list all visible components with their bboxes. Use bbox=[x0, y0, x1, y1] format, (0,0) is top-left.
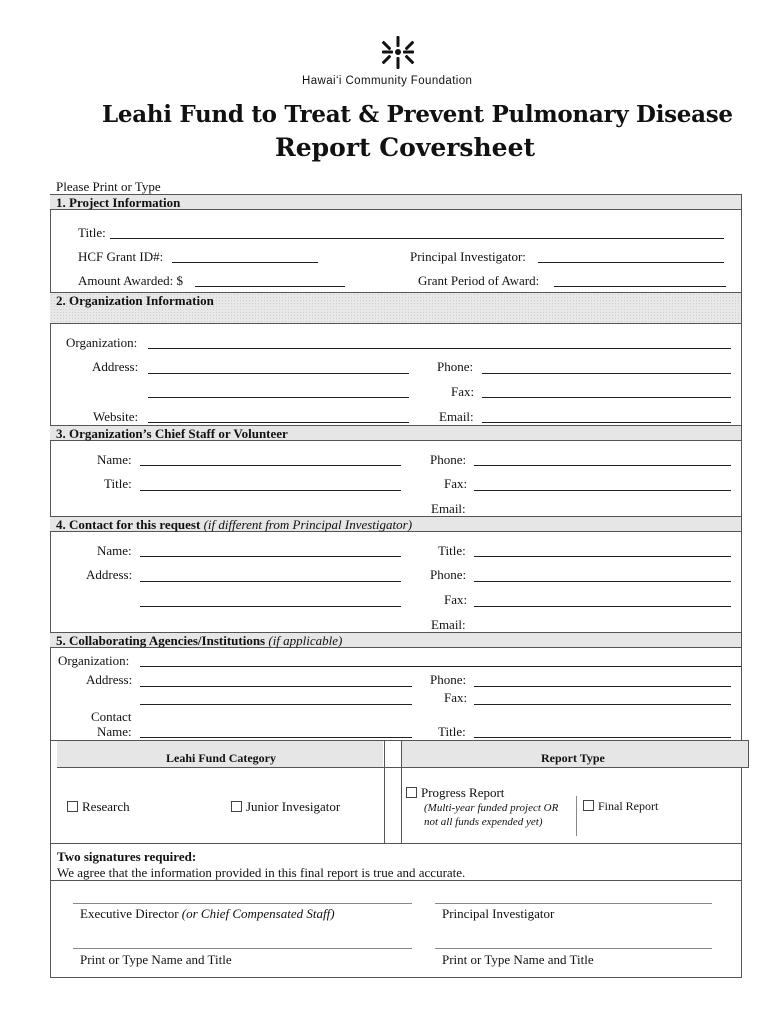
collab-address-field-1[interactable] bbox=[140, 686, 412, 687]
email-label: Email: bbox=[439, 409, 474, 424]
signatures-heading: Two signatures required: bbox=[57, 849, 197, 864]
principal-investigator-label: Principal Investigator: bbox=[410, 249, 526, 264]
phone-label: Phone: bbox=[437, 359, 474, 374]
hcf-logo-icon bbox=[378, 33, 418, 71]
progress-report-note-1: (Multi-year funded project OR bbox=[424, 802, 559, 814]
collab-title-label: Title: bbox=[438, 724, 466, 739]
chief-fax-field[interactable] bbox=[474, 490, 731, 491]
print-instruction: Please Print or Type bbox=[56, 179, 161, 194]
contact-phone-field[interactable] bbox=[474, 581, 731, 582]
grant-id-field[interactable] bbox=[172, 262, 318, 263]
right-print-name-label: Print or Type Name and Title bbox=[442, 952, 594, 967]
collab-name-field[interactable] bbox=[140, 737, 412, 738]
website-field[interactable] bbox=[148, 422, 409, 423]
grant-period-label: Grant Period of Award: bbox=[418, 273, 540, 288]
collab-address-field-2[interactable] bbox=[140, 704, 412, 705]
category-divider-left bbox=[384, 740, 385, 844]
contact-name-label: Name: bbox=[97, 543, 132, 558]
collab-phone-field[interactable] bbox=[474, 686, 731, 687]
progress-report-checkbox[interactable] bbox=[406, 787, 417, 798]
research-checkbox[interactable] bbox=[67, 801, 78, 812]
collab-address-label: Address: bbox=[86, 672, 133, 687]
form-bottom-border bbox=[50, 977, 741, 978]
section-collaborating-agencies: 5. Collaborating Agencies/Institutions (if applicable) bbox=[50, 632, 741, 648]
report-type-inner-divider bbox=[576, 796, 577, 836]
organization-label: Organization: bbox=[66, 335, 138, 350]
contact-email-label: Email: bbox=[431, 617, 466, 632]
form-right-border bbox=[741, 194, 742, 978]
collab-organization-field[interactable] bbox=[140, 666, 741, 667]
report-type-header: Report Type bbox=[541, 751, 605, 765]
grant-id-label: HCF Grant ID#: bbox=[78, 249, 164, 264]
amount-awarded-label: Amount Awarded: $ bbox=[78, 273, 183, 288]
contact-fax-label: Fax: bbox=[444, 592, 468, 607]
chief-title-field[interactable] bbox=[140, 490, 401, 491]
principal-investigator-field[interactable] bbox=[538, 262, 724, 263]
signatures-statement: We agree that the information provided in this final report is true and accurate. bbox=[57, 865, 466, 880]
organization-field[interactable] bbox=[148, 348, 731, 349]
project-title-label: Title: bbox=[78, 225, 106, 240]
executive-director-signature-line[interactable] bbox=[73, 903, 412, 904]
collab-contact-label: Contact bbox=[91, 709, 132, 724]
category-header-bottom bbox=[57, 767, 748, 768]
collab-fax-label: Fax: bbox=[444, 690, 468, 705]
category-header: Leahi Fund Category bbox=[166, 751, 277, 765]
chief-title-label: Title: bbox=[104, 476, 132, 491]
address-field-2[interactable] bbox=[148, 397, 409, 398]
contact-title-label: Title: bbox=[438, 543, 466, 558]
left-print-name-label: Print or Type Name and Title bbox=[80, 952, 232, 967]
contact-name-field[interactable] bbox=[140, 556, 401, 557]
signatures-divider bbox=[50, 880, 741, 881]
email-field[interactable] bbox=[482, 422, 731, 423]
chief-email-label: Email: bbox=[431, 501, 466, 516]
contact-address-field-2[interactable] bbox=[140, 606, 401, 607]
phone-field[interactable] bbox=[482, 373, 731, 374]
principal-investigator-sign-label: Principal Investigator bbox=[442, 906, 555, 921]
research-option[interactable]: Research bbox=[67, 799, 130, 814]
contact-phone-label: Phone: bbox=[430, 567, 467, 582]
address-label: Address: bbox=[92, 359, 139, 374]
contact-address-field-1[interactable] bbox=[140, 581, 401, 582]
progress-report-note-2: not all funds expended yet) bbox=[424, 816, 543, 828]
form-title: Leahi Fund to Treat & Prevent Pulmonary Disease bbox=[102, 101, 733, 128]
final-report-option[interactable]: Final Report bbox=[583, 799, 658, 814]
collab-organization-label: Organization: bbox=[58, 653, 130, 668]
collab-fax-field[interactable] bbox=[474, 704, 731, 705]
progress-report-option[interactable]: Progress Report bbox=[406, 785, 504, 800]
collab-name-label: Name: bbox=[97, 724, 132, 739]
project-title-field[interactable] bbox=[110, 238, 724, 239]
collab-phone-label: Phone: bbox=[430, 672, 467, 687]
right-print-name-line[interactable] bbox=[435, 948, 712, 949]
contact-address-label: Address: bbox=[86, 567, 133, 582]
fax-label: Fax: bbox=[451, 384, 475, 399]
form-subtitle: Report Coversheet bbox=[275, 133, 536, 162]
fax-field[interactable] bbox=[482, 397, 731, 398]
category-table-right-edge bbox=[748, 740, 749, 768]
chief-phone-label: Phone: bbox=[430, 452, 467, 467]
contact-title-field[interactable] bbox=[474, 556, 731, 557]
section-project-information: 1. Project Information bbox=[50, 194, 741, 210]
chief-name-field[interactable] bbox=[140, 465, 401, 466]
junior-investigator-checkbox[interactable] bbox=[231, 801, 242, 812]
executive-director-label: Executive Director (or Chief Compensated Staff) bbox=[80, 906, 335, 921]
amount-awarded-field[interactable] bbox=[195, 286, 345, 287]
section-organization-information: 2. Organization Information bbox=[50, 292, 741, 324]
section-contact-request: 4. Contact for this request (if different from Principal Investigator) bbox=[50, 516, 741, 532]
chief-fax-label: Fax: bbox=[444, 476, 468, 491]
category-table-bottom bbox=[50, 843, 741, 844]
final-report-checkbox[interactable] bbox=[583, 800, 594, 811]
junior-investigator-option[interactable]: Junior Invesigator bbox=[231, 799, 340, 814]
principal-investigator-signature-line[interactable] bbox=[435, 903, 712, 904]
chief-phone-field[interactable] bbox=[474, 465, 731, 466]
grant-period-field[interactable] bbox=[554, 286, 726, 287]
organization-name: Hawai‘i Community Foundation bbox=[302, 75, 473, 87]
collab-title-field[interactable] bbox=[474, 737, 731, 738]
address-field-1[interactable] bbox=[148, 373, 409, 374]
left-print-name-line[interactable] bbox=[73, 948, 412, 949]
category-divider-right bbox=[401, 740, 402, 844]
contact-fax-field[interactable] bbox=[474, 606, 731, 607]
chief-name-label: Name: bbox=[97, 452, 132, 467]
website-label: Website: bbox=[93, 409, 139, 424]
section-chief-staff: 3. Organization’s Chief Staff or Volunteer bbox=[50, 425, 741, 441]
